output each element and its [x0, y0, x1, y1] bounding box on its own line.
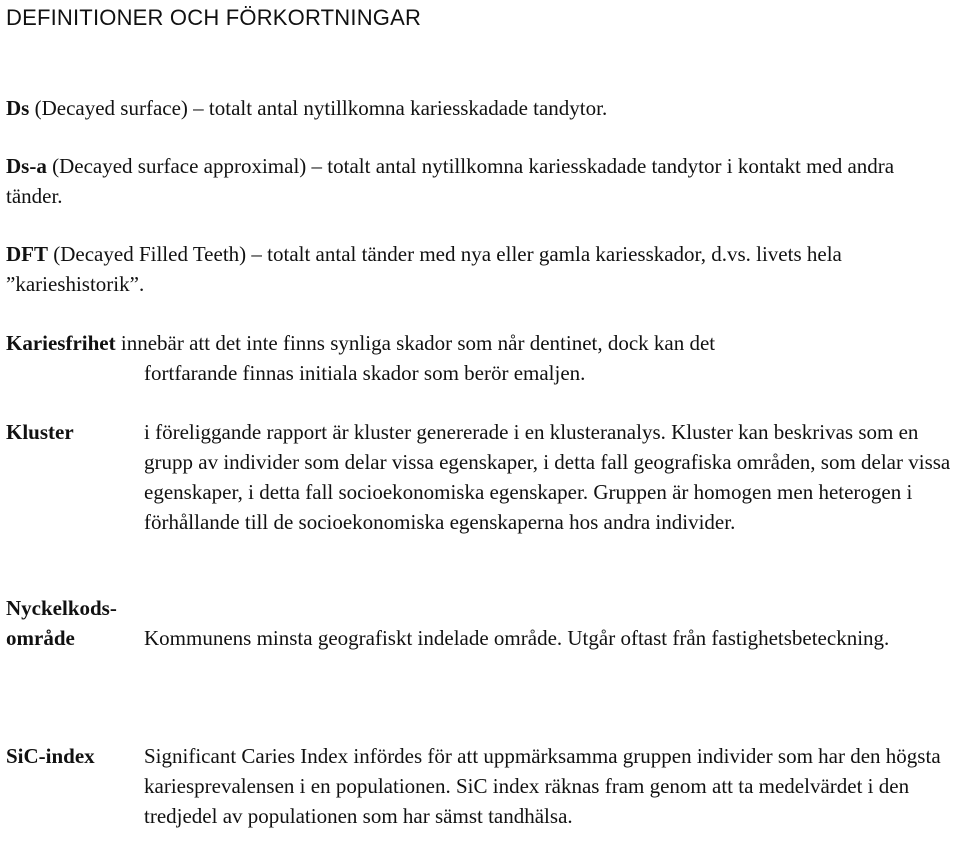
definition-kariesfrihet-text-2: fortfarande finnas initiala skador som berör emaljen.	[144, 361, 586, 385]
definition-nyckelkodsomrade-text: Kommunens minsta geografiskt indelade område. Utgår oftast från fastighetsbeteckning.	[144, 626, 890, 650]
term-sic-index: SiC-index	[6, 744, 95, 768]
term-kluster: Kluster	[6, 420, 74, 444]
definition-ds-text: (Decayed surface) – totalt antal nytillkomna kariesskadade tandytor.	[29, 96, 608, 120]
definition-kariesfrihet-text-1: innebär att det inte finns synliga skador som når dentinet, dock kan det	[115, 331, 716, 355]
term-kariesfrihet: Kariesfrihet	[6, 331, 116, 355]
definition-dft-text: (Decayed Filled Teeth) – totalt antal tänder med nya eller gamla kariesskador, d.vs. livets hela ”karieshistorik”.	[6, 242, 842, 296]
term-ds-a: Ds-a	[6, 154, 47, 178]
term-ds: Ds	[6, 96, 30, 120]
definition-ds	[6, 93, 946, 123]
definition-ds-a-text: (Decayed surface approximal) – totalt antal nytillkomna kariesskadade tandytor i kontakt med andra tänder.	[6, 154, 895, 208]
term-omrade: område	[6, 626, 75, 650]
definition-kluster-text: i föreliggande rapport är kluster genererade i en klusteranalys. Kluster kan beskrivas som en grupp av individer som delar vissa egenskaper, i detta fall geografiska områden, som delar vissa egenskaper, i detta fall socioekonomiska egenskaper. Gruppen är homogen men heterogen i förhållande till de socioekonomiska egenskaperna hos andra individer.	[144, 420, 951, 534]
definition-sic-index-text: Significant Caries Index infördes för att uppmärksamma gruppen individer som har den högsta kariesprevalensen i en populationen. SiC index räknas fram genom att ta medelvärdet i den tredjedel av populationen som har sämst tandhälsa.	[144, 744, 941, 828]
definition-ds-a	[6, 151, 946, 211]
page-title: DEFINITIONER OCH FÖRKORTNINGAR	[6, 5, 422, 30]
term-dft: DFT	[6, 242, 48, 266]
term-nyckelkods: Nyckelkods-	[6, 596, 117, 620]
definition-dft	[6, 239, 946, 299]
